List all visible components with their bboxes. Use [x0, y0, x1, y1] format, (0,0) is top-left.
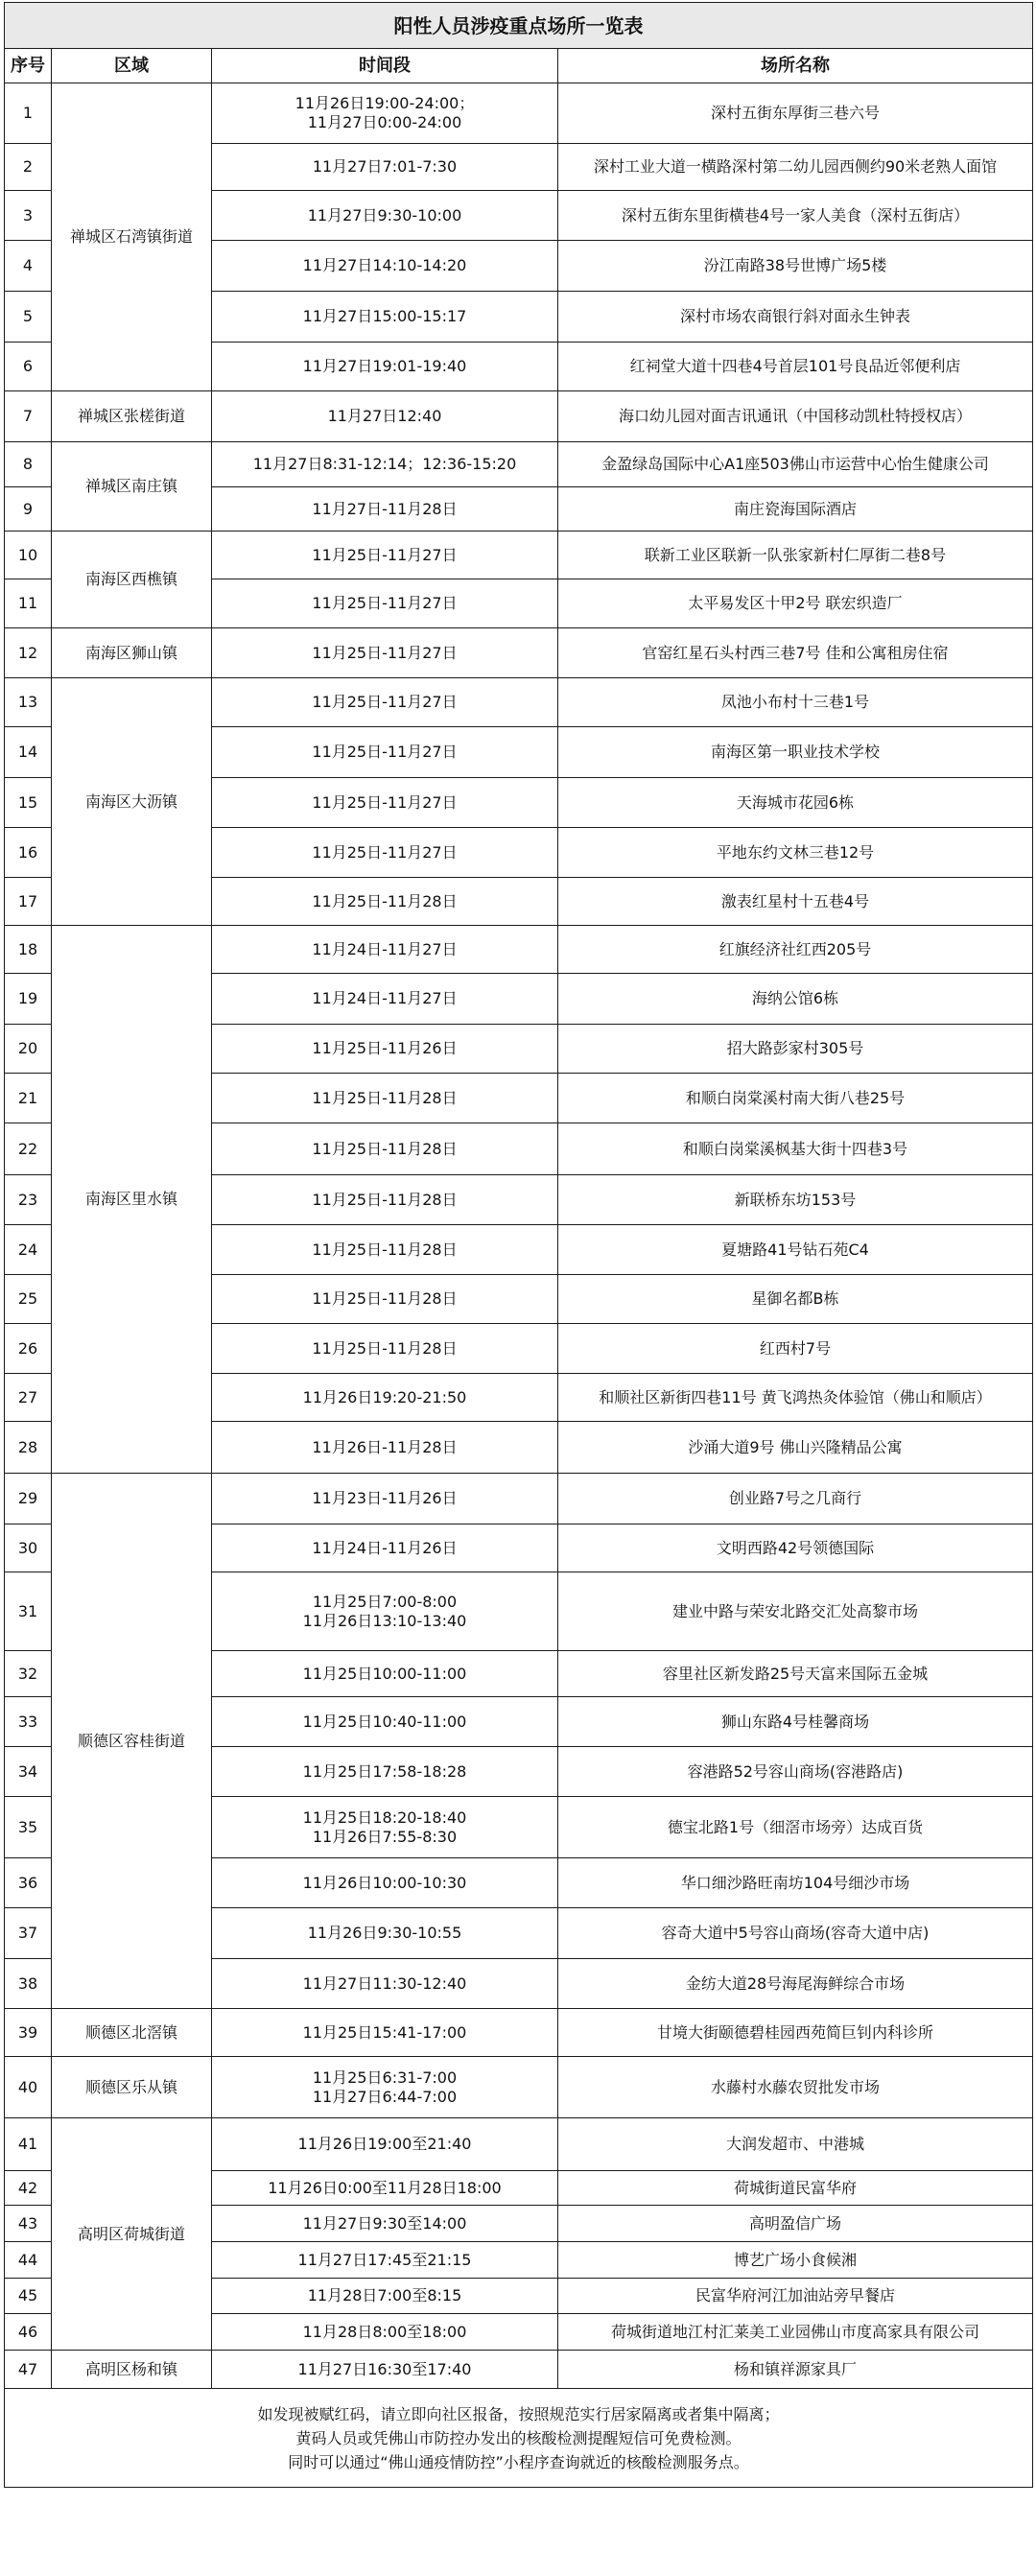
place-cell: 荷城街道地江村汇莱美工业园佛山市度高家具有限公司	[558, 2314, 1033, 2351]
time-cell	[212, 2118, 558, 2171]
time-cell	[212, 1959, 558, 2009]
row-number: 11	[5, 579, 52, 628]
place-cell: 容里社区新发路25号天富来国际五金城	[558, 1651, 1033, 1697]
time-line: 11月26日-11月28日	[312, 1437, 458, 1456]
place-cell: 华口细沙路旺南坊104号细沙市场	[558, 1858, 1033, 1908]
time-cell	[212, 292, 558, 343]
place-cell: 南庄瓷海国际酒店	[558, 487, 1033, 532]
time-cell	[212, 2242, 558, 2279]
time-cell	[212, 974, 558, 1025]
time-cell	[212, 2009, 558, 2057]
row-number: 7	[5, 391, 52, 442]
row-number: 8	[5, 442, 52, 487]
row-number: 17	[5, 878, 52, 926]
time-line: 11月27日16:30至17:40	[297, 2359, 472, 2378]
time-cell	[212, 1422, 558, 1474]
place-cell: 夏塘路41号钻石苑C4	[558, 1225, 1033, 1275]
place-cell: 金盈绿岛国际中心A1座503佛山市运营中心怡生健康公司	[558, 442, 1033, 487]
row-number: 39	[5, 2009, 52, 2057]
table-row	[5, 628, 1033, 678]
place-cell: 深村五街东里街横巷4号一家人美食（深村五街店）	[558, 191, 1033, 241]
time-line: 11月25日-11月27日	[312, 693, 458, 711]
time-line: 11月25日-11月27日	[312, 545, 458, 564]
time-cell	[212, 1908, 558, 1959]
table-row	[5, 391, 1033, 442]
time-cell	[212, 1572, 558, 1651]
place-cell: 天海城市花园6栋	[558, 778, 1033, 828]
time-cell	[212, 83, 558, 144]
time-line: 11月25日18:20-18:40	[302, 1808, 467, 1827]
place-cell: 博艺广场小食候湘	[558, 2242, 1033, 2279]
time-cell	[212, 1747, 558, 1797]
row-number: 20	[5, 1025, 52, 1074]
place-cell: 太平易发区十甲2号 联宏织造厂	[558, 579, 1033, 628]
time-cell	[212, 487, 558, 532]
row-number: 15	[5, 778, 52, 828]
area-cell: 南海区里水镇	[52, 926, 212, 1474]
place-cell: 狮山东路4号桂馨商场	[558, 1697, 1033, 1747]
place-cell: 建业中路与荣安北路交汇处高黎市场	[558, 1572, 1033, 1651]
row-number: 10	[5, 532, 52, 579]
place-cell: 和顺社区新街四巷11号 黄飞鸿热灸体验馆（佛山和顺店）	[558, 1374, 1033, 1422]
time-line: 11月25日17:58-18:28	[302, 1761, 467, 1781]
place-cell: 水藤村水藤农贸批发市场	[558, 2057, 1033, 2118]
row-number: 33	[5, 1697, 52, 1747]
row-number: 40	[5, 2057, 52, 2118]
row-number: 46	[5, 2314, 52, 2351]
time-cell	[212, 343, 558, 391]
place-cell: 创业路7号之几商行	[558, 1474, 1033, 1524]
time-line: 11月28日7:00至8:15	[307, 2286, 462, 2304]
time-line: 11月27日0:00-24:00	[307, 113, 462, 131]
time-cell	[212, 442, 558, 487]
time-line: 11月27日17:45至21:15	[297, 2250, 472, 2269]
row-number: 21	[5, 1074, 52, 1123]
time-line: 11月25日-11月28日	[312, 1289, 458, 1308]
footer-note-line: 同时可以通过“佛山通疫情防控”小程序查询就近的核酸检测服务点。	[288, 2452, 749, 2471]
table-row	[5, 1474, 1033, 1524]
time-cell	[212, 241, 558, 292]
time-cell	[212, 1474, 558, 1524]
row-number: 13	[5, 678, 52, 727]
row-number: 28	[5, 1422, 52, 1474]
time-cell	[212, 1324, 558, 1374]
time-cell	[212, 2057, 558, 2118]
time-cell	[212, 1797, 558, 1858]
row-number: 5	[5, 292, 52, 343]
row-number: 42	[5, 2171, 52, 2206]
area-cell: 顺德区乐从镇	[52, 2057, 212, 2118]
place-cell: 甘境大街颐德碧桂园西苑简巨钊内科诊所	[558, 2009, 1033, 2057]
time-cell	[212, 1524, 558, 1572]
place-cell: 联新工业区联新一队张家新村仁厚街二巷8号	[558, 532, 1033, 579]
time-line: 11月25日-11月28日	[312, 1139, 458, 1158]
row-number: 6	[5, 343, 52, 391]
time-cell	[212, 1025, 558, 1074]
time-line: 11月27日14:10-14:20	[302, 256, 467, 274]
time-line: 11月26日19:20-21:50	[302, 1387, 467, 1406]
row-number: 24	[5, 1225, 52, 1275]
time-cell	[212, 1074, 558, 1123]
row-number: 22	[5, 1123, 52, 1175]
time-cell	[212, 2351, 558, 2389]
header-place: 场所名称	[558, 49, 1033, 83]
place-cell: 激表红星村十五巷4号	[558, 878, 1033, 926]
time-cell	[212, 1858, 558, 1908]
place-cell: 红祠堂大道十四巷4号首层101号良品近邻便利店	[558, 343, 1033, 391]
time-line: 11月25日10:00-11:00	[302, 1664, 467, 1683]
area-cell: 南海区大沥镇	[52, 678, 212, 926]
time-line: 11月25日15:41-17:00	[302, 2022, 467, 2042]
area-cell: 禅城区张槎街道	[52, 391, 212, 442]
time-line: 11月27日15:00-15:17	[302, 307, 467, 325]
place-cell: 深村工业大道一横路深村第二幼儿园西侧约90米老熟人面馆	[558, 144, 1033, 191]
place-cell: 容港路52号容山商场(容港路店)	[558, 1747, 1033, 1797]
place-cell: 官窑红星石头村西三巷7号 佳和公寓租房住宿	[558, 628, 1033, 678]
time-cell	[212, 391, 558, 442]
time-line: 11月27日8:31-12:14；12:36-15:20	[252, 455, 517, 473]
area-cell: 高明区荷城街道	[52, 2118, 212, 2351]
time-cell	[212, 727, 558, 778]
place-cell: 深村五街东厚街三巷六号	[558, 83, 1033, 144]
area-cell: 禅城区南庄镇	[52, 442, 212, 532]
time-cell	[212, 2171, 558, 2206]
time-line: 11月26日19:00至21:40	[297, 2135, 472, 2153]
time-cell	[212, 191, 558, 241]
table-row	[5, 532, 1033, 579]
time-line: 11月25日10:40-11:00	[302, 1712, 467, 1731]
row-number: 35	[5, 1797, 52, 1858]
time-cell	[212, 1374, 558, 1422]
place-cell: 平地东约文林三巷12号	[558, 828, 1033, 878]
time-line: 11月26日9:30-10:55	[307, 1924, 462, 1942]
place-cell: 星御名都B栋	[558, 1275, 1033, 1324]
place-cell: 德宝北路1号（细滘市场旁）达成百货	[558, 1797, 1033, 1858]
row-number: 32	[5, 1651, 52, 1697]
place-cell: 容奇大道中5号容山商场(容奇大道中店)	[558, 1908, 1033, 1959]
area-cell: 南海区狮山镇	[52, 628, 212, 678]
place-cell: 沙涌大道9号 佛山兴隆精品公寓	[558, 1422, 1033, 1474]
time-cell	[212, 778, 558, 828]
time-line: 11月27日9:30至14:00	[302, 2213, 467, 2233]
row-number: 36	[5, 1858, 52, 1908]
time-line: 11月27日19:01-19:40	[302, 357, 467, 375]
row-number: 31	[5, 1572, 52, 1651]
row-number: 37	[5, 1908, 52, 1959]
area-cell: 顺德区容桂街道	[52, 1474, 212, 2009]
time-cell	[212, 2279, 558, 2314]
table-row	[5, 926, 1033, 974]
time-cell	[212, 1123, 558, 1175]
time-cell	[212, 1697, 558, 1747]
row-number: 29	[5, 1474, 52, 1524]
footer-notes	[5, 2389, 1033, 2488]
time-cell	[212, 828, 558, 878]
time-cell	[212, 2314, 558, 2351]
area-cell: 顺德区北滘镇	[52, 2009, 212, 2057]
time-cell	[212, 579, 558, 628]
time-line: 11月27日6:44-7:00	[312, 2087, 458, 2106]
table-row	[5, 2057, 1033, 2118]
time-line: 11月24日-11月27日	[312, 989, 458, 1007]
time-cell	[212, 144, 558, 191]
table-row	[5, 678, 1033, 727]
header-area: 区域	[52, 49, 212, 83]
time-cell	[212, 532, 558, 579]
place-cell: 南海区第一职业技术学校	[558, 727, 1033, 778]
row-number: 26	[5, 1324, 52, 1374]
table-title: 阳性人员涉疫重点场所一览表	[5, 3, 1033, 49]
row-number: 3	[5, 191, 52, 241]
place-cell: 新联桥东坊153号	[558, 1175, 1033, 1225]
footer-note-line: 黄码人员或凭佛山市防控办发出的核酸检测提醒短信可免费检测。	[295, 2428, 742, 2447]
time-cell	[212, 2206, 558, 2242]
time-line: 11月24日-11月27日	[312, 939, 458, 958]
place-cell: 汾江南路38号世博广场5楼	[558, 241, 1033, 292]
row-number: 16	[5, 828, 52, 878]
footer-note-line: 如发现被赋红码，请立即向社区报备，按照规范实行居家隔离或者集中隔离；	[257, 2404, 780, 2423]
time-line: 11月28日8:00至18:00	[302, 2322, 467, 2341]
area-cell: 高明区杨和镇	[52, 2351, 212, 2389]
time-line: 11月26日19:00-24:00；	[294, 94, 475, 112]
place-cell: 金纺大道28号海尾海鲜综合市场	[558, 1959, 1033, 2009]
time-line: 11月23日-11月26日	[312, 1489, 458, 1507]
time-line: 11月26日7:55-8:30	[312, 1827, 458, 1846]
time-line: 11月25日-11月28日	[312, 1240, 458, 1259]
row-number: 25	[5, 1275, 52, 1324]
row-number: 19	[5, 974, 52, 1025]
place-cell: 文明西路42号领德国际	[558, 1524, 1033, 1572]
time-line: 11月26日0:00至11月28日18:00	[268, 2178, 502, 2197]
time-line: 11月27日-11月28日	[312, 499, 458, 518]
table-body	[5, 83, 1033, 2389]
place-cell: 招大路彭家村305号	[558, 1025, 1033, 1074]
table-row	[5, 442, 1033, 487]
time-line: 11月25日6:31-7:00	[312, 2068, 458, 2087]
row-number: 38	[5, 1959, 52, 2009]
place-cell: 高明盈信广场	[558, 2206, 1033, 2242]
time-line: 11月25日-11月27日	[312, 842, 458, 862]
row-number: 1	[5, 83, 52, 144]
place-cell: 民富华府河江加油站旁早餐店	[558, 2279, 1033, 2314]
row-number: 14	[5, 727, 52, 778]
row-number: 2	[5, 144, 52, 191]
time-cell	[212, 1651, 558, 1697]
row-number: 23	[5, 1175, 52, 1225]
place-cell: 红旗经济社红西205号	[558, 926, 1033, 974]
place-cell: 杨和镇祥源家具厂	[558, 2351, 1033, 2389]
row-number: 47	[5, 2351, 52, 2389]
row-number: 34	[5, 1747, 52, 1797]
time-line: 11月25日-11月28日	[312, 1088, 458, 1107]
time-line: 11月25日-11月28日	[312, 1190, 458, 1209]
table-row	[5, 83, 1033, 144]
time-cell	[212, 878, 558, 926]
place-cell: 和顺白岗棠溪枫基大街十四巷3号	[558, 1123, 1033, 1175]
time-cell	[212, 678, 558, 727]
place-cell: 大润发超市、中港城	[558, 2118, 1033, 2171]
header-no: 序号	[5, 49, 52, 83]
row-number: 4	[5, 241, 52, 292]
time-line: 11月25日-11月27日	[312, 594, 458, 612]
place-cell: 和顺白岗棠溪村南大街八巷25号	[558, 1074, 1033, 1123]
place-cell: 红西村7号	[558, 1324, 1033, 1374]
row-number: 41	[5, 2118, 52, 2171]
time-line: 11月25日-11月28日	[312, 891, 458, 910]
row-number: 18	[5, 926, 52, 974]
row-number: 45	[5, 2279, 52, 2314]
row-number: 44	[5, 2242, 52, 2279]
table-row	[5, 2009, 1033, 2057]
table-row	[5, 2351, 1033, 2389]
place-cell: 海口幼儿园对面吉讯通讯（中国移动凯杜特授权店）	[558, 391, 1033, 442]
time-cell	[212, 926, 558, 974]
table-row	[5, 2118, 1033, 2171]
time-line: 11月27日11:30-12:40	[302, 1973, 467, 1993]
time-cell	[212, 628, 558, 678]
place-cell: 海纳公馆6栋	[558, 974, 1033, 1025]
time-line: 11月24日-11月26日	[312, 1538, 458, 1557]
time-line: 11月27日7:01-7:30	[312, 157, 458, 176]
time-line: 11月25日7:00-8:00	[312, 1592, 458, 1611]
area-cell: 禅城区石湾镇街道	[52, 83, 212, 391]
time-line: 11月27日9:30-10:00	[307, 205, 462, 225]
time-line: 11月25日-11月27日	[312, 743, 458, 761]
hotspot-table	[4, 2, 1033, 2488]
time-line: 11月26日10:00-10:30	[302, 1873, 467, 1892]
row-number: 12	[5, 628, 52, 678]
time-line: 11月26日13:10-13:40	[302, 1611, 467, 1630]
time-cell	[212, 1175, 558, 1225]
time-line: 11月25日-11月27日	[312, 792, 458, 812]
header-time: 时间段	[212, 49, 558, 83]
row-number: 30	[5, 1524, 52, 1572]
row-number: 9	[5, 487, 52, 532]
time-line: 11月25日-11月27日	[312, 643, 458, 662]
area-cell: 南海区西樵镇	[52, 532, 212, 628]
row-number: 27	[5, 1374, 52, 1422]
place-cell: 凤池小布村十三巷1号	[558, 678, 1033, 727]
place-cell: 荷城街道民富华府	[558, 2171, 1033, 2206]
time-cell	[212, 1225, 558, 1275]
row-number: 43	[5, 2206, 52, 2242]
place-cell: 深村市场农商银行斜对面永生钟表	[558, 292, 1033, 343]
time-line: 11月25日-11月26日	[312, 1039, 458, 1057]
time-cell	[212, 1275, 558, 1324]
time-line: 11月27日12:40	[327, 407, 442, 425]
time-line: 11月25日-11月28日	[312, 1338, 458, 1358]
